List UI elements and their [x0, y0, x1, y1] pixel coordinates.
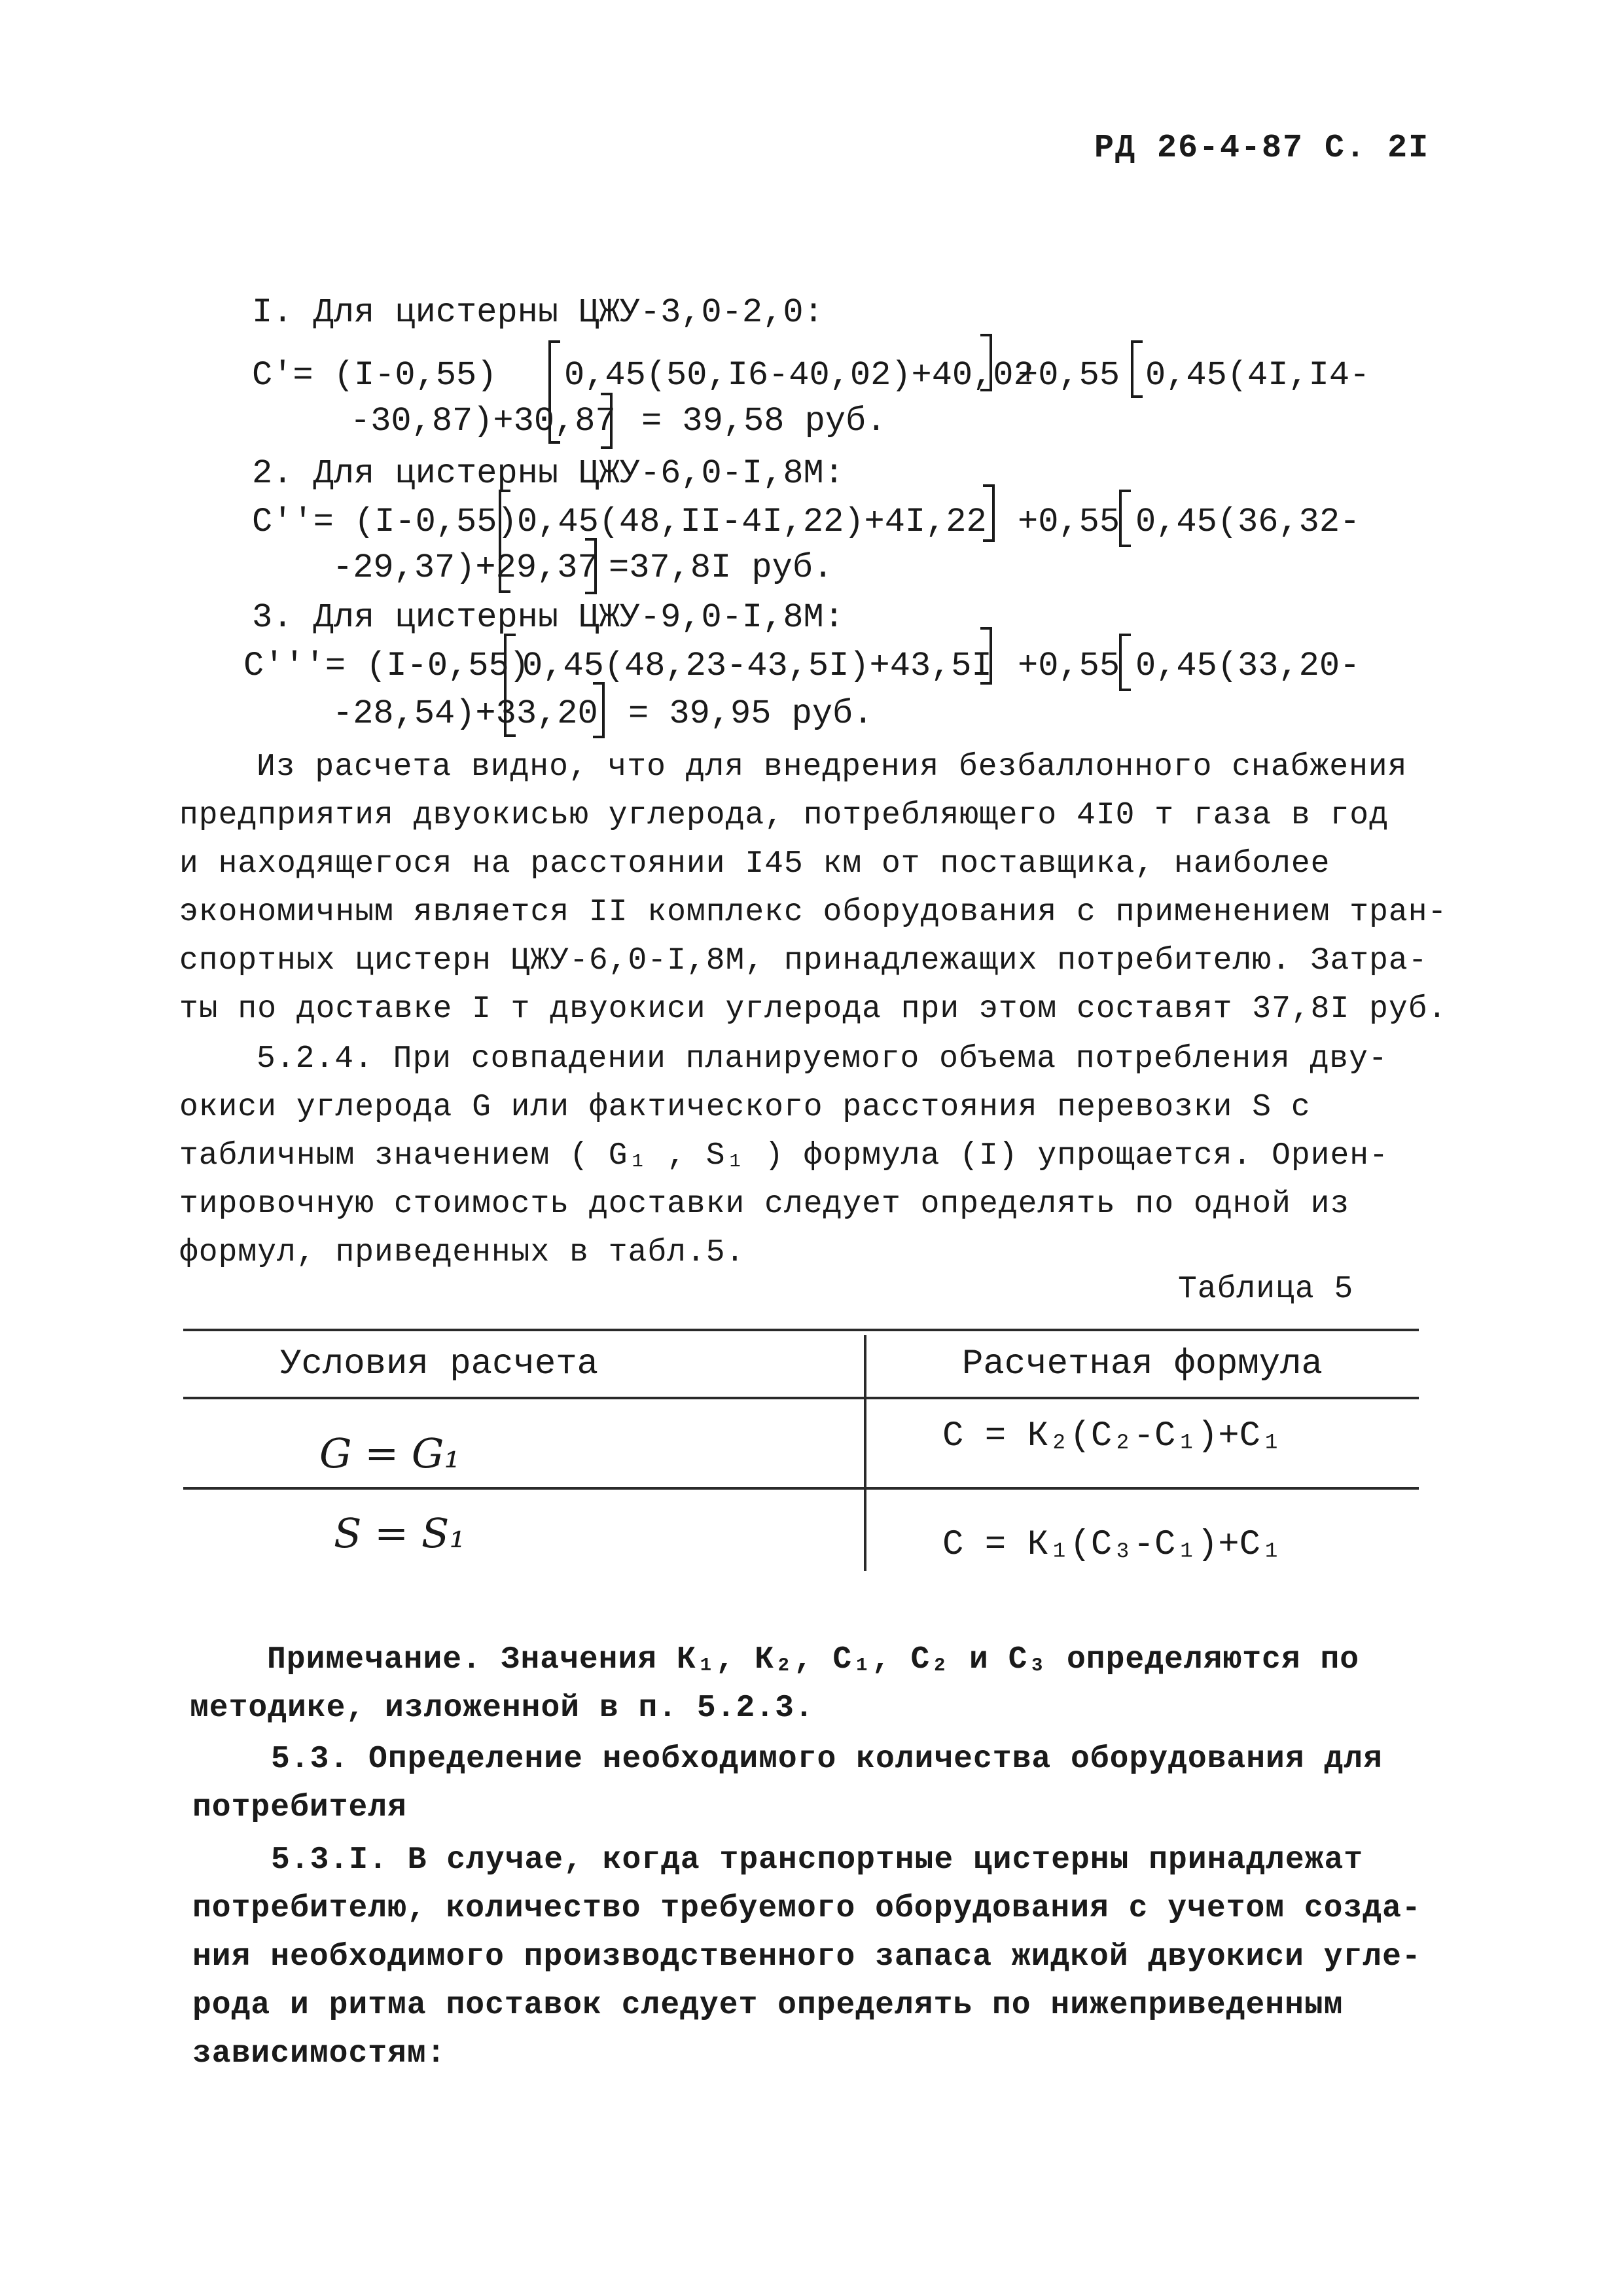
paragraph-line: окиси углерода G или фактического расстояния перевозки S с [179, 1090, 1311, 1125]
paragraph-line: тировочную стоимость доставки следует определять по одной из [179, 1187, 1350, 1222]
bracket-close [593, 682, 605, 738]
item1-formula-tail: 0,45(4I,I4- [1145, 356, 1370, 395]
item1-formula-coef: С'= (I-0,55) [252, 356, 497, 395]
paragraph-line: 5.3.I. В случае, когда транспортные цистерны принадлежат [271, 1842, 1364, 1878]
item2-formula-cont: -29,37)+29,37 [332, 548, 598, 587]
table-column-divider [864, 1335, 866, 1571]
paragraph-line: ты по доставке I т двуокиси углерода при этом составят 37,8I руб. [179, 992, 1448, 1027]
item3-formula-cont: -28,54)+33,20 [332, 694, 598, 733]
item1-formula-plus: +0,55 [1018, 356, 1120, 395]
bracket-open [1119, 634, 1131, 691]
paragraph-line: 5.2.4. При совпадении планируемого объема потребления дву- [257, 1041, 1388, 1077]
item1-result: = 39,58 руб. [641, 402, 887, 440]
note-line: Примечание. Значения К₁, К₂, С₁, С₂ и С₃ определяются по [267, 1642, 1360, 1677]
paragraph-line: ния необходимого производственного запаса жидкой двуокиси угле- [192, 1939, 1421, 1975]
paragraph-line: табличным значением ( G₁ , S₁ ) формула (I) упрощается. Ориен- [179, 1138, 1389, 1174]
paragraph-line: Из расчета видно, что для внедрения безбаллонного снабжения [257, 749, 1408, 785]
table-header-conditions: Условия расчета [280, 1344, 599, 1384]
table-rule-middle [183, 1487, 1419, 1490]
section-heading: потребителя [192, 1790, 407, 1825]
bracket-close [983, 484, 995, 542]
paragraph-line: рода и ритма поставок следует определять по нижеприведенным [192, 1988, 1344, 2023]
table-row-formula: С = К₂(С₂-С₁)+С₁ [942, 1416, 1282, 1456]
item3-title: 3. Для цистерны ЦЖУ-9,0-I,8М: [252, 598, 844, 637]
item1-formula-cont: -30,87)+30,87 [350, 402, 616, 440]
bracket-close [601, 393, 613, 449]
item2-formula-inner: 0,45(48,II-4I,22)+4I,22 [517, 503, 987, 541]
item2-result: =37,8I руб. [609, 548, 834, 587]
paragraph-line: и находящегося на расстоянии I45 км от поставщика, наиболее [179, 846, 1330, 882]
item2-formula-plus: +0,55 [1018, 503, 1120, 541]
bracket-open [1119, 490, 1131, 547]
table-row-condition: G = G₁ [319, 1429, 461, 1477]
paragraph-line: спортных цистерн ЦЖУ-6,0-I,8М, принадлежащих потребителю. Затра- [179, 943, 1428, 978]
bracket-open [1131, 340, 1143, 398]
bracket-close [980, 627, 992, 685]
bracket-close [980, 334, 992, 391]
item1-title: I. Для цистерны ЦЖУ-3,0-2,0: [252, 293, 824, 332]
item3-formula-tail: 0,45(33,20- [1135, 647, 1361, 685]
table-row-formula: С = К₁(С₃-С₁)+С₁ [942, 1525, 1282, 1565]
table-header-formula: Расчетная формула [962, 1344, 1323, 1384]
item3-formula-plus: +0,55 [1018, 647, 1120, 685]
paragraph-line: экономичным является II комплекс оборудования с применением тран- [179, 895, 1448, 930]
table-rule-header [183, 1397, 1419, 1399]
table-rule-top [183, 1329, 1419, 1331]
item2-formula-coef: С''= (I-0,55) [252, 503, 518, 541]
item3-formula-coef: С'''= (I-0,55) [243, 647, 529, 685]
item3-result: = 39,95 руб. [628, 694, 874, 733]
document-code: РД 26-4-87 С. 2I [1094, 130, 1430, 167]
note-line: методике, изложенной в п. 5.2.3. [190, 1691, 814, 1726]
table-row-condition: S = S₁ [334, 1509, 466, 1557]
paragraph-line: зависимостям: [192, 2036, 446, 2072]
table-caption: Таблица 5 [1178, 1272, 1354, 1307]
item3-formula-inner: 0,45(48,23-43,5I)+43,5I [522, 647, 992, 685]
paragraph-line: потребителю, количество требуемого оборудования с учетом созда- [192, 1891, 1421, 1926]
paragraph-line: формул, приведенных в табл.5. [179, 1235, 745, 1270]
item2-title: 2. Для цистерны ЦЖУ-6,0-I,8М: [252, 454, 844, 493]
item1-formula-inner: 0,45(50,I6-40,02)+40,02 [564, 356, 1034, 395]
item2-formula-tail: 0,45(36,32- [1135, 503, 1361, 541]
section-heading: 5.3. Определение необходимого количества оборудования для [271, 1742, 1383, 1777]
paragraph-line: предприятия двуокисью углерода, потребляющего 4I0 т газа в год [179, 798, 1389, 833]
bracket-close [585, 538, 597, 594]
